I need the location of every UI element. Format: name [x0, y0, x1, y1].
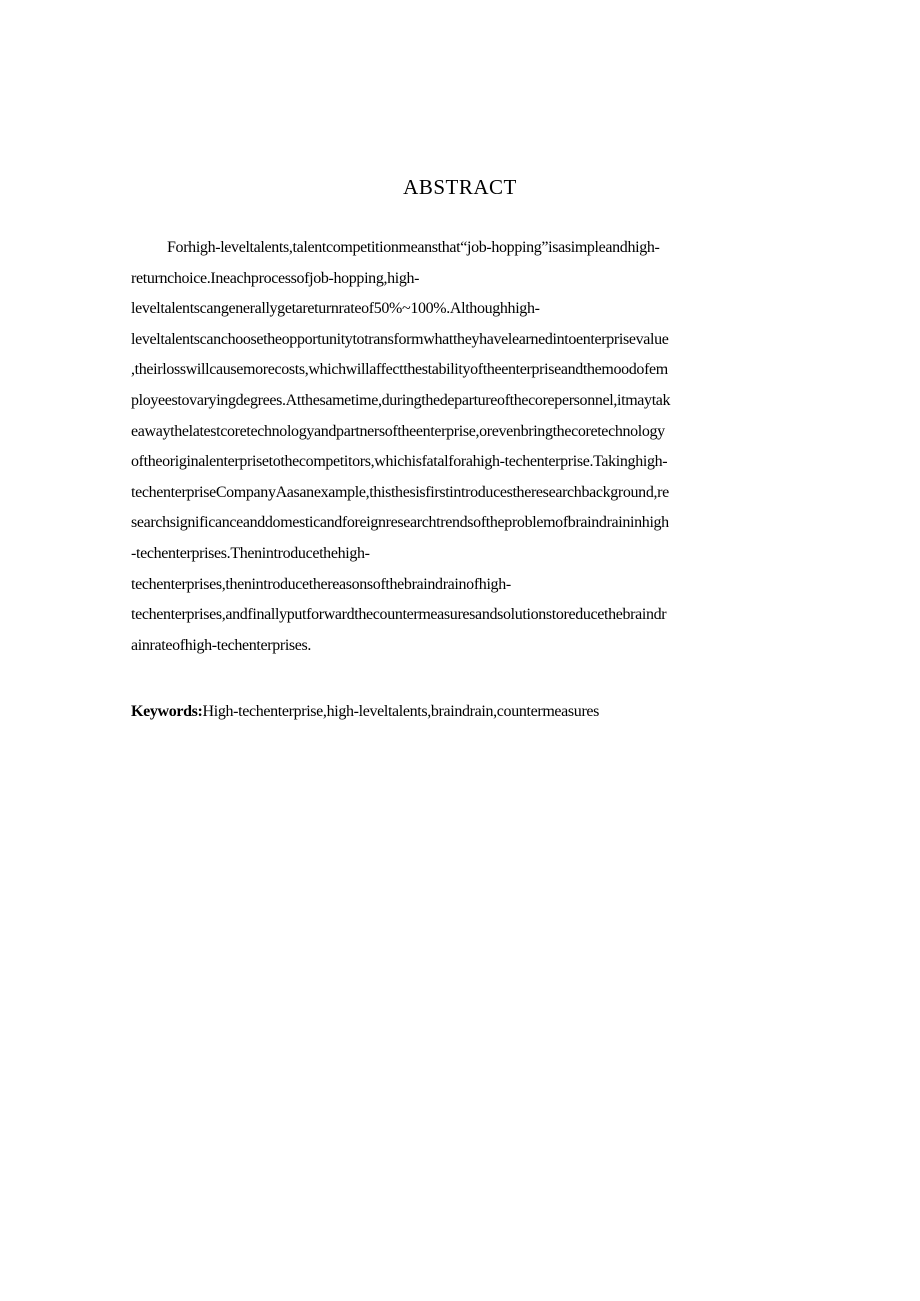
abstract-line: searchsignificanceanddomesticandforeignresearchtrendsoftheproblemofbraindraininhigh: [131, 514, 669, 532]
abstract-line: ,theirlosswillcausemorecosts,whichwillaffectthestabilityoftheenterpriseandthemoodofem: [131, 361, 668, 379]
keywords-text: High-techenterprise,high-leveltalents,braindrain,countermeasures: [202, 703, 600, 720]
abstract-title: ABSTRACT: [403, 175, 517, 199]
abstract-line: oftheoriginalenterprisetothecompetitors,whichisfatalforahigh-techenterprise.Takinghigh-: [131, 453, 668, 471]
keywords-line: [131, 698, 791, 726]
abstract-line: techenterprises,thenintroducethereasonsofthebraindrainofhigh-: [131, 575, 511, 593]
abstract-line: eawaythelatestcoretechnologyandpartnersoftheenterprise,orevenbringthecoretechnology: [131, 422, 665, 440]
abstract-line: Forhigh-leveltalents,talentcompetitionmeansthat“job-hopping”isasimpleandhigh-: [167, 239, 660, 256]
abstract-line: leveltalentscanchoosetheopportunitytotransformwhattheyhavelearnedintoenterprisevalue: [131, 330, 669, 348]
abstract-line: ainrateofhigh-techenterprises.: [131, 636, 312, 654]
keywords-label: Keywords:: [131, 703, 203, 720]
abstract-line: techenterprises,andfinallyputforwardthecountermeasuresandsolutionstoreducethebraindr: [131, 606, 667, 624]
abstract-body: [131, 233, 791, 661]
abstract-line: ployeestovaryingdegrees.Atthesametime,duringthedepartureofthecorepersonnel,itmaytak: [131, 391, 671, 409]
abstract-line: -techenterprises.Thenintroducethehigh-: [131, 544, 370, 562]
abstract-line: leveltalentscangenerallygetareturnrateof50%~100%.Althoughhigh-: [131, 300, 540, 318]
abstract-line: returnchoice.Ineachprocessofjob-hopping,high-: [131, 269, 420, 287]
abstract-line: techenterpriseCompanyAasanexample,thisthesisfirstintroducestheresearchbackground,re: [131, 483, 669, 501]
